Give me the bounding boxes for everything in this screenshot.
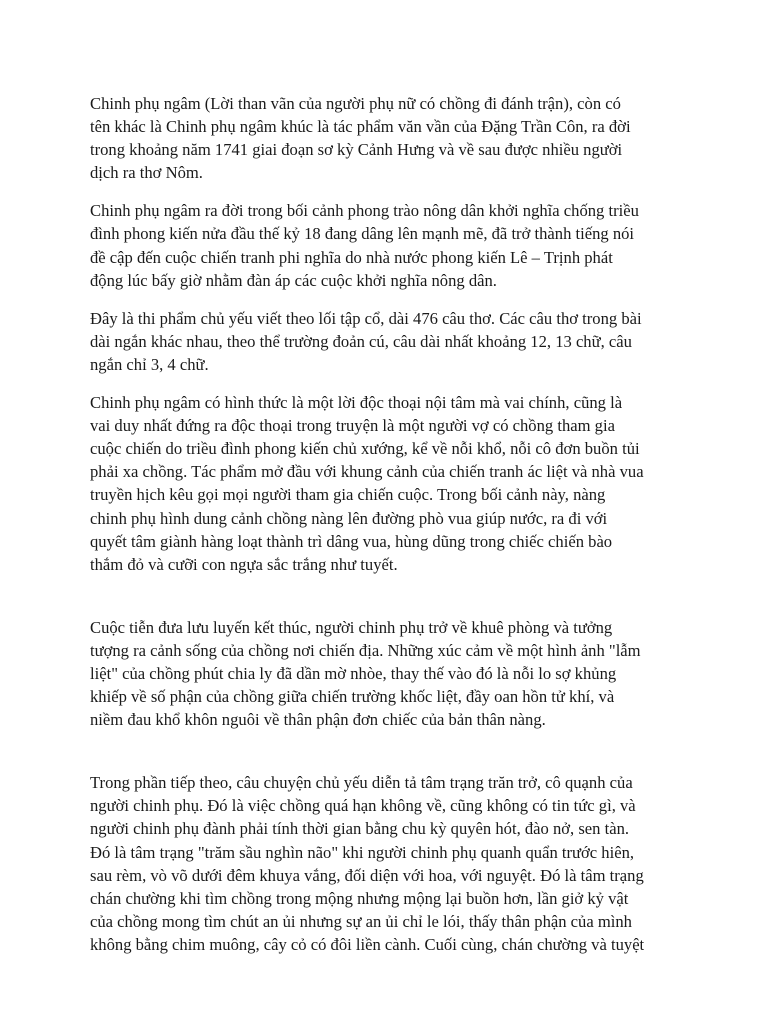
paragraph-6: Trong phần tiếp theo, câu chuyện chủ yếu diễn tả tâm trạng trăn trở, cô quạnh của người chinh phụ. Đó là việc chồng quá hạn không về, cũng không có tin tức gì, và người chinh phụ đành phải tính thời gian bằng chu kỳ quyên hót, đào nở, sen tàn. Đó là tâm trạng "trăm sầu nghìn não" khi người chinh phụ quanh quẩn trước hiên, sau rèm, vò võ dưới đêm khuya vắng, đối diện với hoa, với nguyệt. Đó là tâm trạng chán chường khi tìm chồng trong mộng nhưng mộng lại buồn hơn, lần giở kỷ vật của chồng mong tìm chút an ủi nhưng sự an ủi chỉ le lói, thấy thân phận của mình không bằng chim muông, cây cỏ có đôi liền cành. Cuối cùng, chán chường và tuyệt — [90, 773, 645, 954]
paragraph-3: Đây là thi phẩm chủ yếu viết theo lối tập cổ, dài 476 câu thơ. Các câu thơ trong bài dài ngắn khác nhau, theo thể trường đoản cú, câu dài nhất khoảng 12, 13 chữ, câu ngắn chỉ 3, 4 chữ. — [90, 308, 642, 374]
paragraph-5: Cuộc tiễn đưa lưu luyến kết thúc, người chinh phụ trở về khuê phòng và tưởng tượng ra cảnh sống của chồng nơi chiến địa. Những xúc cảm về một hình ảnh "lẫm liệt" của chồng phút chia ly đã dần mờ nhòe, thay thế vào đó là nỗi lo sợ khủng khiếp về số phận của chồng giữa chiến trường khốc liệt, đầy oan hồn tử khí, và niềm đau khổ khôn nguôi về thân phận đơn chiếc của bản thân nàng. — [90, 617, 641, 730]
paragraph-2: Chinh phụ ngâm ra đời trong bối cảnh phong trào nông dân khởi nghĩa chống triều đình phong kiến nửa đầu thế kỷ 18 đang dâng lên mạnh mẽ, đã trở thành tiếng nói đề cập đến cuộc chiến tranh phi nghĩa do nhà nước phong kiến Lê – Trịnh phát động lúc bấy giờ nhằm đàn áp các cuộc khởi nghĩa nông dân. — [90, 201, 639, 290]
paragraph-4: Chinh phụ ngâm có hình thức là một lời độc thoại nội tâm mà vai chính, cũng là vai duy nhất đứng ra độc thoại trong truyện là một người vợ có chồng tham gia cuộc chiến do triều đình phong kiến chủ xướng, kể về nỗi khổ, nỗi cô đơn buồn tủi phải xa chồng. Tác phẩm mở đầu với khung cảnh của chiến tranh ác liệt và nhà vua truyền hịch kêu gọi mọi người tham gia chiến cuộc. Trong bối cảnh này, nàng chinh phụ hình dung cảnh chồng nàng lên đường phò vua giúp nước, ra đi với quyết tâm giành hàng loạt thành trì dâng vua, hùng dũng trong chiếc chiến bào thắm đỏ và cưỡi con ngựa sắc trắng như tuyết. — [90, 393, 644, 574]
paragraph-1: Chinh phụ ngâm (Lời than vãn của người phụ nữ có chồng đi đánh trận), còn có tên khác là Chinh phụ ngâm khúc là tác phẩm văn vần của Đặng Trần Côn, ra đời trong khoảng năm 1741 giai đoạn sơ kỳ Cảnh Hưng và về sau được nhiều người dịch ra thơ Nôm. — [90, 94, 631, 183]
